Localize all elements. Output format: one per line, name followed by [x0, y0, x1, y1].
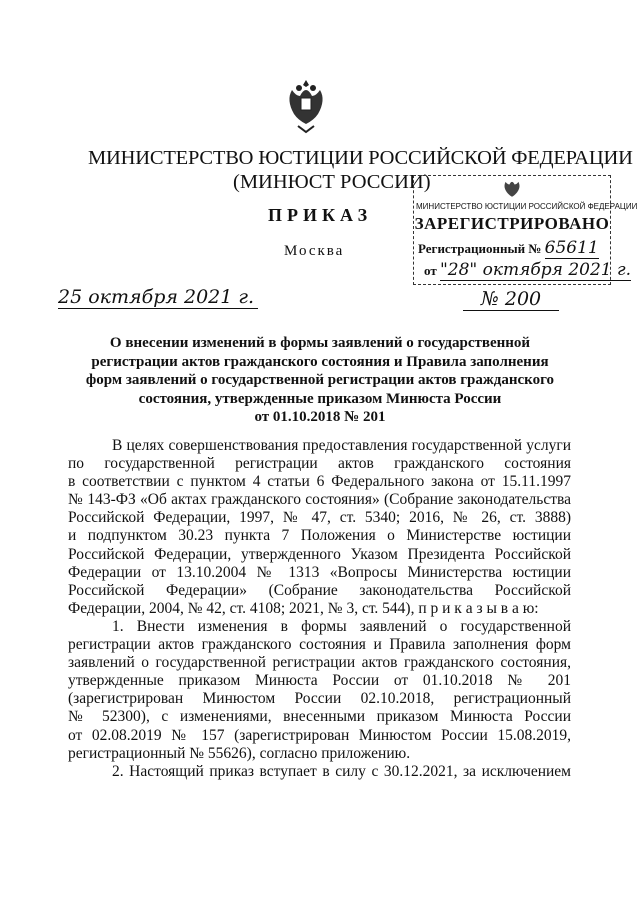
text-line: утвержденные приказом Минюста России от 01.10.2018 № 201 — [68, 672, 571, 690]
text-line: форм заявлений о государственной регистрации актов гражданского — [85, 372, 555, 388]
text-line: от 01.10.2018 № 201 — [254, 409, 386, 425]
document-title — [60, 334, 580, 427]
text-line: регистрационный № 55626), согласно приложению. — [68, 744, 411, 762]
city: Москва — [284, 243, 345, 259]
text-line: регистрации актов гражданского состояния и Правила заполнения — [91, 353, 549, 370]
document-body — [68, 437, 571, 781]
preamble-paragraph — [68, 437, 571, 618]
item-2-paragraph — [68, 763, 571, 781]
text-line: 1. Внести изменения в формы заявлений о государственной — [112, 617, 571, 635]
document-number: № 200 — [463, 288, 559, 311]
reg-number: 65611 — [544, 238, 599, 258]
stamp-date-value: "28" октября 2021 г. — [439, 260, 631, 280]
text-line: Российской Федерации» (Собрание законодательства Российской — [68, 581, 571, 599]
stamp-status: ЗАРЕГИСТРИРОВАНО — [414, 214, 610, 233]
text-line: от 02.08.2019 № 157 (зарегистрирован Минюстом России 15.08.2019, — [68, 726, 571, 744]
stamp-date — [424, 260, 631, 280]
text-line: Российской Федерации, утвержденного Указом Президента Российской — [68, 545, 571, 563]
text-line: № 143-ФЗ «Об актах гражданского состояния» (Собрание законодательства — [68, 491, 571, 509]
text-line: Федерации от 13.10.2004 № 1313 «Вопросы Министерства юстиции — [68, 563, 571, 581]
text-line: по государственной регистрации актов гражданского состояния — [68, 455, 571, 473]
text-line: (зарегистрирован Минюстом России 02.10.2018, регистрационный — [68, 690, 571, 708]
date-prefix: от — [424, 263, 437, 278]
text-line: регистрации актов гражданского состояния и Правила заполнения форм — [68, 636, 571, 654]
stamp-emblem-icon — [502, 178, 522, 200]
reg-label: Регистрационный № — [418, 241, 542, 256]
stamp-registration — [418, 238, 599, 258]
text-line: и подпунктом 30.23 пункта 7 Положения о Министерстве юстиции — [68, 527, 571, 545]
ministry-name: МИНИСТЕРСТВО ЮСТИЦИИ РОССИЙСКОЙ ФЕДЕРАЦИИ — [88, 147, 633, 169]
text-line: заявлений о государственной регистрации актов гражданского состояния, — [68, 654, 571, 672]
text-line: О внесении изменений в формы заявлений о государственной — [109, 335, 531, 351]
text-line: № 52300), с изменениями, внесенными приказом Минюста России — [68, 708, 571, 726]
item-1-paragraph — [68, 618, 571, 763]
text-line: Российской Федерации, 1997, № 47, ст. 5340; 2016, № 26, ст. 3888) — [68, 509, 571, 527]
document-date: 25 октября 2021 г. — [58, 286, 258, 309]
text-line: 2. Настоящий приказ вступает в силу с 30.12.2021, за исключением — [112, 762, 571, 780]
text-line: В целях совершенствования предоставления государственной услуги — [112, 437, 571, 454]
coat-of-arms-emblem-icon — [284, 76, 328, 136]
text-line: в соответствии с пунктом 4 статьи 6 Федерального закона от 15.11.1997 — [68, 473, 571, 491]
text-line: Федерации, 2004, № 42, ст. 4108; 2021, № 3, ст. 544), п р и к а з ы в а ю: — [68, 599, 539, 617]
document-type: ПРИКАЗ — [268, 205, 373, 225]
stamp-ministry: МИНИСТЕРСТВО ЮСТИЦИИ РОССИЙСКОЙ ФЕДЕРАЦИИ — [416, 202, 638, 211]
registration-stamp — [413, 175, 638, 285]
text-line: состояния, утвержденные приказом Минюста России — [138, 390, 502, 407]
ministry-short-name: (МИНЮСТ РОССИИ) — [233, 171, 431, 193]
